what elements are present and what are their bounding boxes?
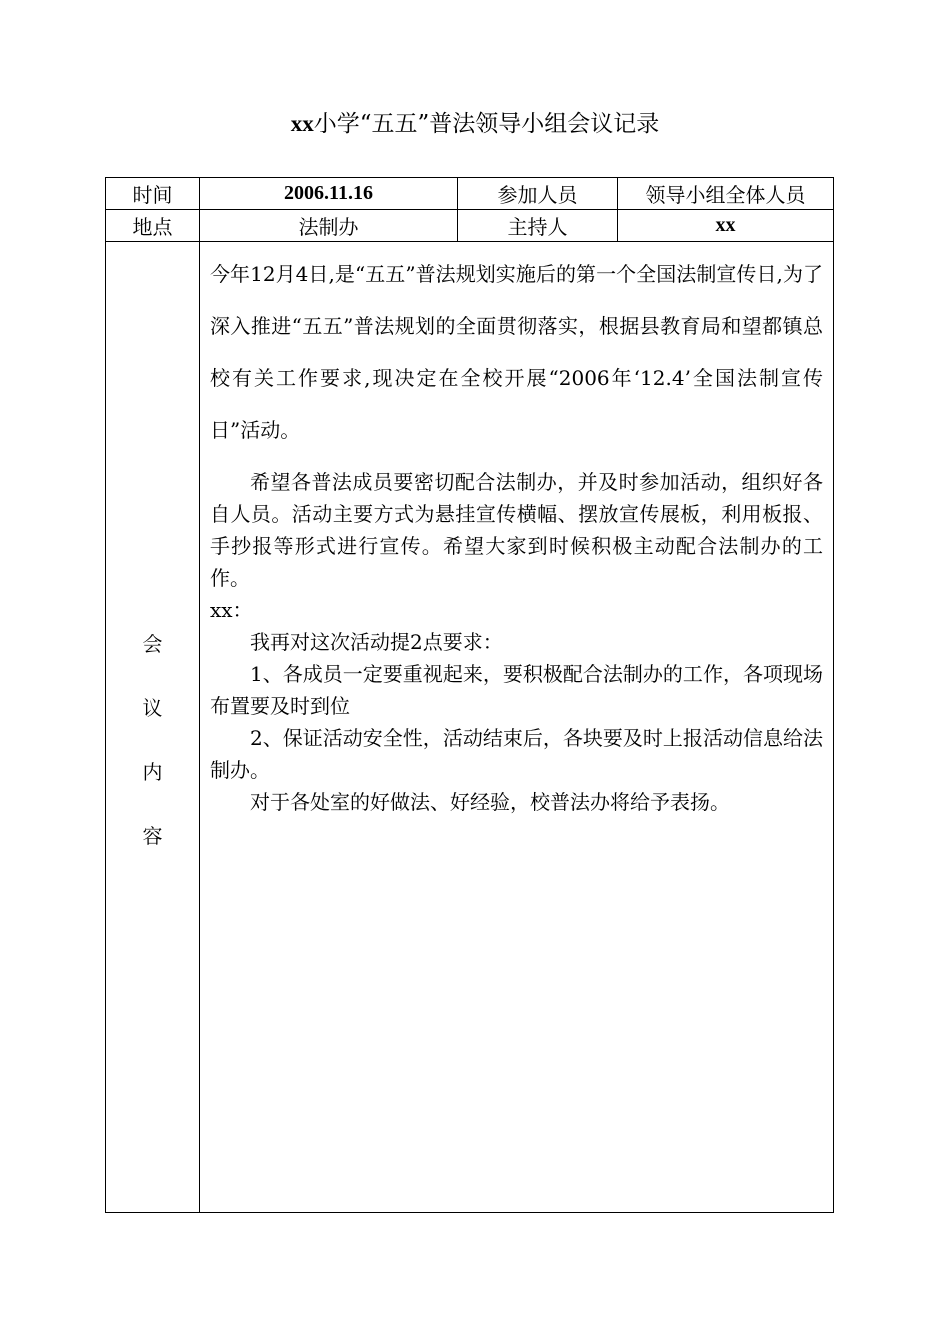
content-label-char: 会	[142, 631, 163, 656]
attendees-value: 领导小组全体人员	[618, 178, 834, 210]
school-name: xx	[290, 111, 314, 136]
meeting-content-cell	[200, 242, 834, 1213]
place-label: 地点	[106, 210, 200, 242]
content-paragraph-2: 希望各普法成员要密切配合法制办，并及时参加活动，组织好各自人员。活动主要方式为悬挂宣传横幅、摆放宣传展板，利用板报、手抄报等形式进行宣传。希望大家到时候积极主动配合法制办的工作。	[210, 470, 823, 590]
meeting-record-table	[105, 177, 834, 1213]
time-label: 时间	[106, 178, 200, 210]
content-label-char: 内	[142, 759, 163, 784]
host-value: xx	[618, 210, 834, 242]
content-paragraph-closing: 对于各处室的好做法、好经验，校普法办将给予表扬。	[250, 790, 730, 814]
time-value: 2006.11.16	[200, 178, 458, 210]
host-label: 主持人	[458, 210, 618, 242]
place-value: 法制办	[200, 210, 458, 242]
content-label-char: 议	[142, 695, 163, 720]
speaker-line: xx：	[210, 598, 253, 622]
content-label-cell	[106, 242, 200, 1213]
content-row	[106, 242, 834, 1213]
time-row	[106, 178, 834, 210]
content-label	[106, 631, 199, 850]
document-title	[0, 106, 950, 142]
attendees-label: 参加人员	[458, 178, 618, 210]
content-label-char: 容	[142, 823, 163, 848]
content-paragraph-1: 今年12月4日,是“五五”普法规划实施后的第一个全国法制宣传日,为了深入推进“五五”普法规划的全面贯彻落实，根据县教育局和望都镇总校有关工作要求,现决定在全校开展“2006年‘12.4’全国法制宣传日”活动。	[210, 262, 823, 442]
title-text: 小学“五五”普法领导小组会议记录	[313, 111, 660, 137]
content-paragraph-3: 我再对这次活动提2点要求：	[250, 630, 503, 654]
requirement-1: 1、各成员一定要重视起来，要积极配合法制办的工作，各项现场布置要及时到位	[210, 662, 823, 718]
place-row	[106, 210, 834, 242]
requirement-2: 2、保证活动安全性，活动结束后，各块要及时上报活动信息给法制办。	[210, 726, 823, 782]
